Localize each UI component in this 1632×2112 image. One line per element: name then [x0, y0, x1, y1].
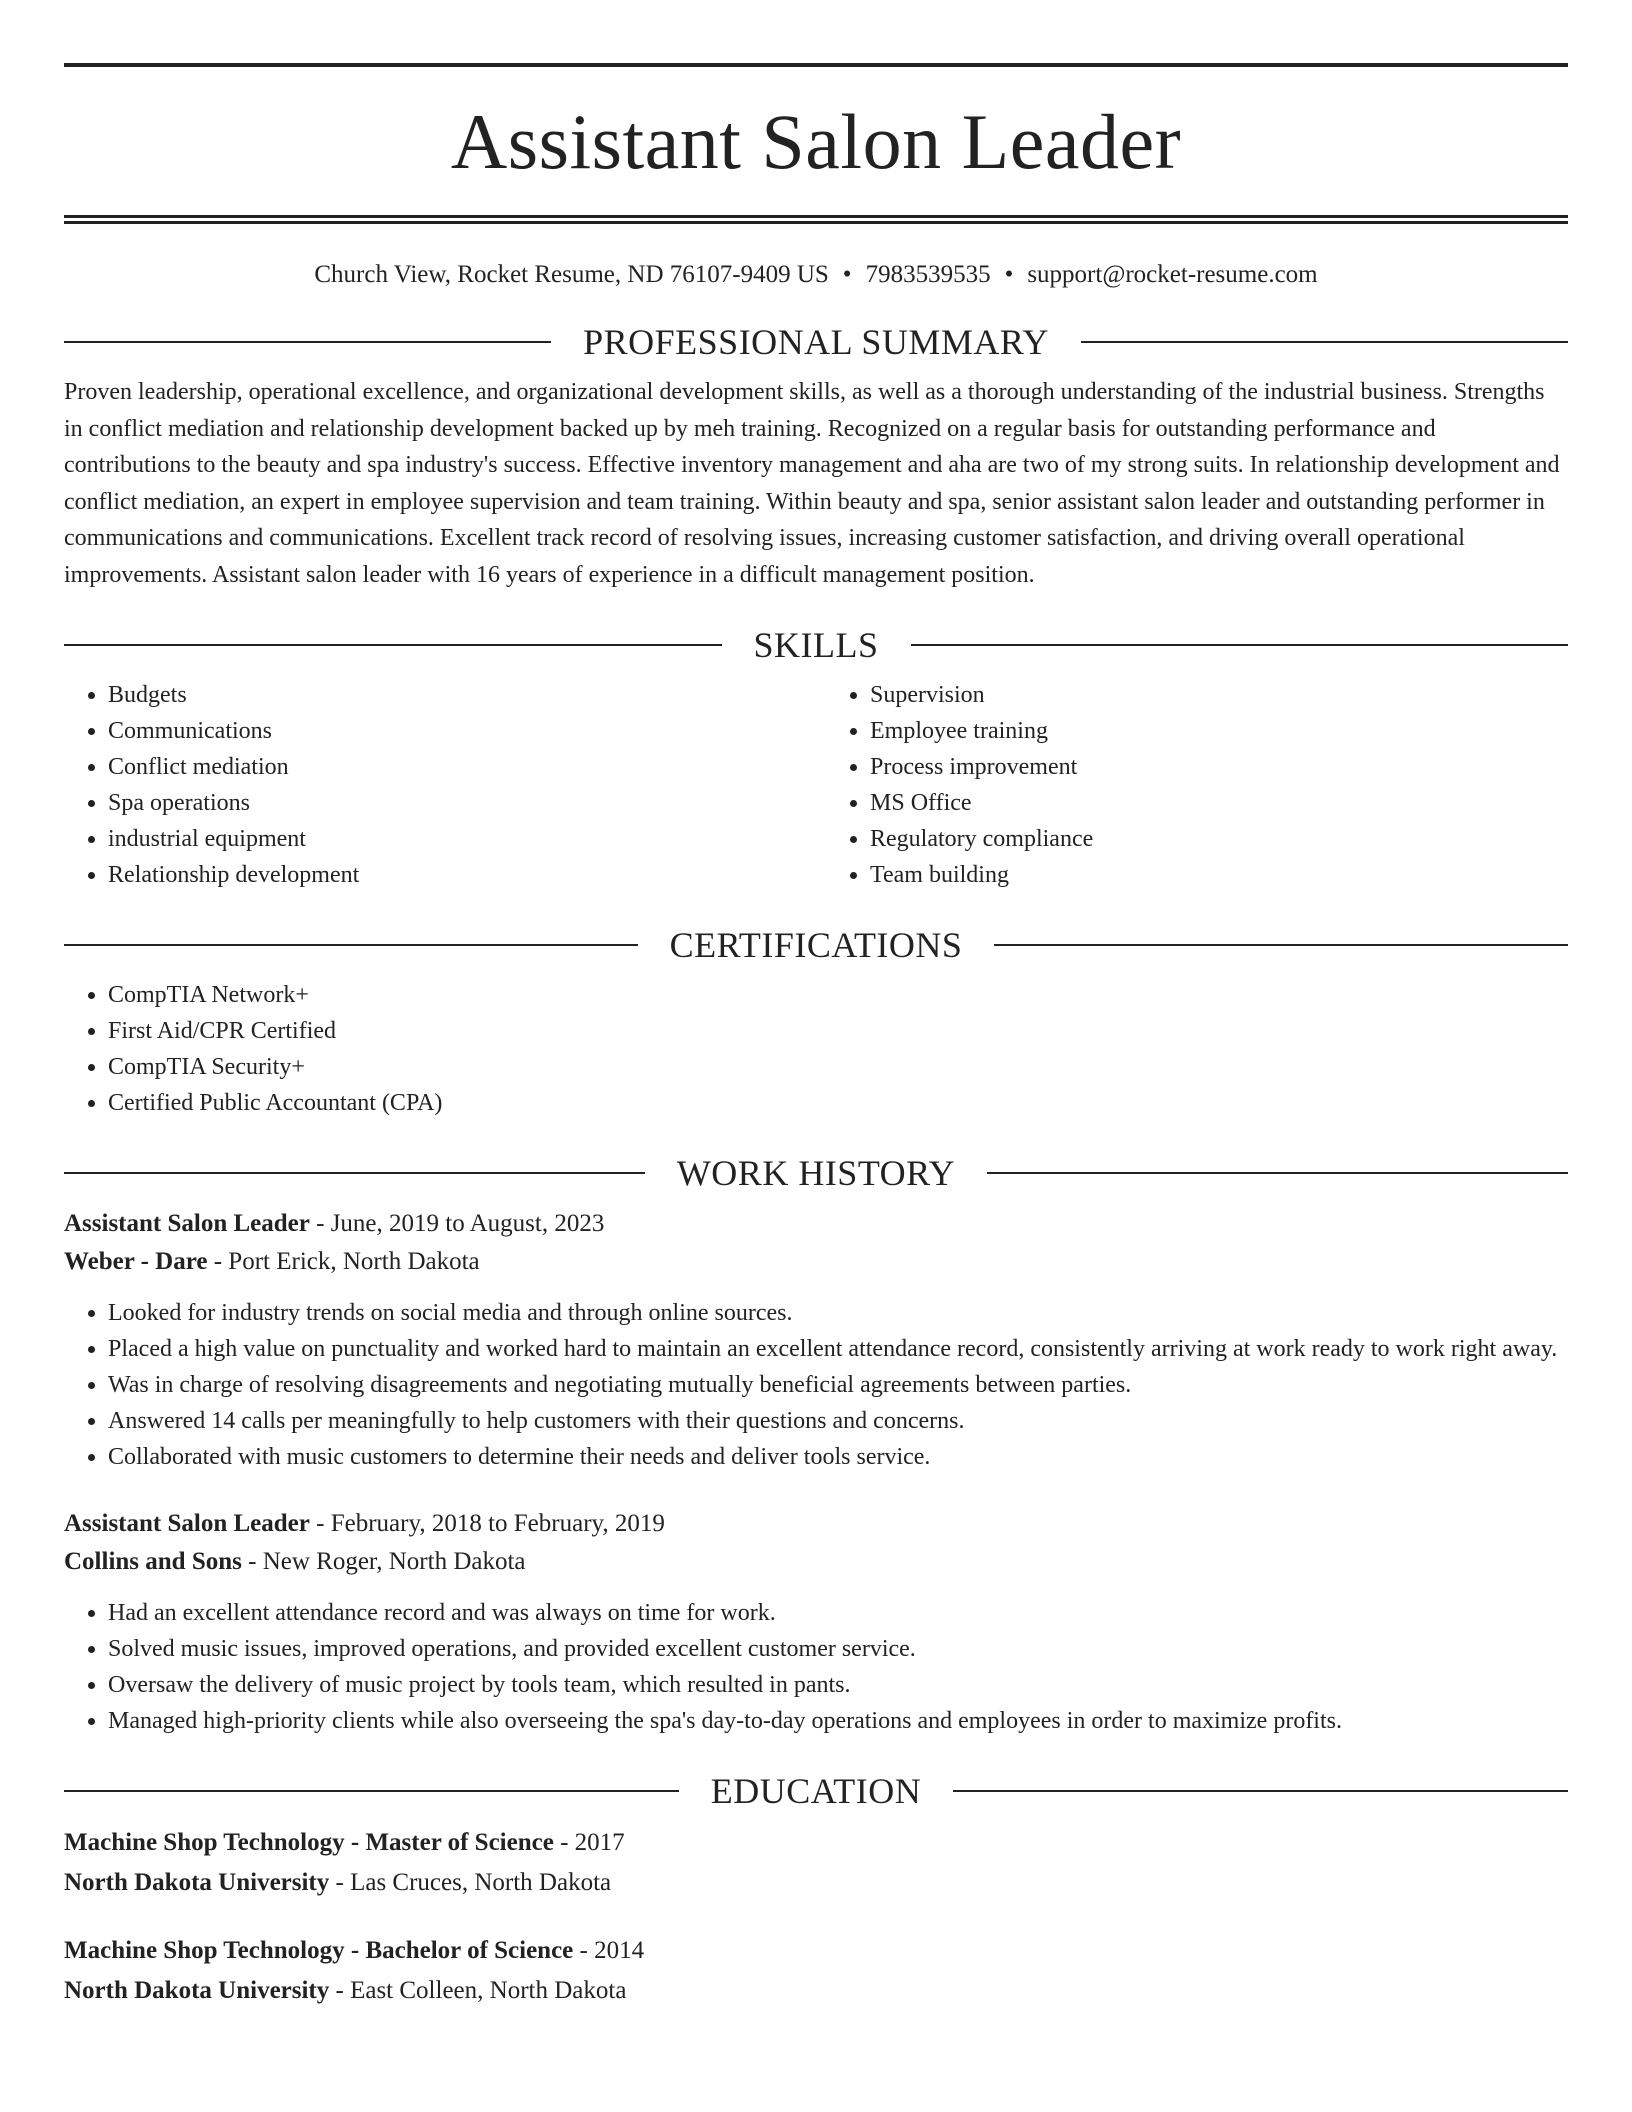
heading-rule — [1081, 341, 1568, 343]
education-location: - Las Cruces, North Dakota — [329, 1869, 612, 1896]
certification-item: • First Aid/CPR Certified — [108, 1013, 1568, 1049]
job-duty: • Collaborated with music customers to determine their needs and deliver tools service. — [108, 1439, 1568, 1475]
heading-rule — [987, 1172, 1568, 1174]
education-degree: Machine Shop Technology - Bachelor of Science — [64, 1937, 574, 1964]
section-title: WORK HISTORY — [676, 1153, 956, 1193]
heading-rule — [64, 644, 722, 646]
education-entry — [64, 1823, 1568, 1903]
education-school: North Dakota University — [64, 1977, 330, 2004]
section-title: PROFESSIONAL SUMMARY — [583, 322, 1049, 362]
skill-item: • Budgets — [108, 677, 806, 713]
job-dates: - June, 2019 to August, 2023 — [309, 1210, 605, 1237]
summary-text: Proven leadership, operational excellence, and organizational development skills, as well as a thorough understanding of the industrial business. Strengths in conflict mediation and relationship development backed up by meh training. Recognized on a regular basis for outstanding performance and contributions to the beauty and spa industry's success. Effective inventory management and aha are two of my strong suits. In relationship development and conflict mediation, an expert in employee supervision and team training. Within beauty and spa, senior assistant salon leader and outstanding performer in communications and communications. Excellent track record of resolving issues, increasing customer satisfaction, and driving overall operational improvements. Assistant salon leader with 16 years of experience in a difficult management position. — [64, 379, 1560, 588]
contact-email: support@rocket-resume.com — [1027, 261, 1318, 288]
work-entry — [64, 1505, 1568, 1739]
education-location: - East Colleen, North Dakota — [329, 1977, 627, 2004]
job-dates: - February, 2018 to February, 2019 — [309, 1510, 665, 1537]
certification-item: • Certified Public Accountant (CPA) — [108, 1085, 1568, 1121]
skill-item: • Regulatory compliance — [870, 821, 1568, 857]
job-duty: • Looked for industry trends on social media and through online sources. — [108, 1295, 1568, 1331]
skills-list-right — [826, 677, 1568, 893]
skill-item: • Communications — [108, 713, 806, 749]
job-duty: • Had an excellent attendance record and was always on time for work. — [108, 1595, 1568, 1631]
contact-line — [64, 260, 1568, 290]
job-location: - Port Erick, North Dakota — [207, 1248, 480, 1275]
education-school-line — [64, 1971, 1568, 2011]
job-title: Assistant Salon Leader — [64, 1210, 310, 1237]
job-duties — [64, 1295, 1568, 1475]
job-duty: • Solved music issues, improved operations, and provided excellent customer service. — [108, 1631, 1568, 1667]
section-heading-skills — [64, 627, 1568, 663]
heading-rule — [64, 341, 551, 343]
job-duty: • Managed high-priority clients while also overseeing the spa's day-to-day operations and employees in order to maximize profits. — [108, 1703, 1568, 1739]
job-company: Weber - Dare — [64, 1248, 208, 1275]
certification-item: • CompTIA Network+ — [108, 977, 1568, 1013]
skill-item: • Process improvement — [870, 749, 1568, 785]
title-double-rule — [64, 215, 1568, 224]
certification-item: • CompTIA Security+ — [108, 1049, 1568, 1085]
resume-page — [64, 0, 1568, 2011]
education-degree-line — [64, 1931, 1568, 1971]
job-duties — [64, 1595, 1568, 1739]
heading-rule — [953, 1790, 1568, 1792]
skill-item: • MS Office — [870, 785, 1568, 821]
skill-item: • Spa operations — [108, 785, 806, 821]
education-year: - 2017 — [553, 1829, 625, 1856]
contact-address: Church View, Rocket Resume, ND 76107-9409 US — [314, 261, 829, 288]
education-school: North Dakota University — [64, 1869, 330, 1896]
resume-title: Assistant Salon Leader — [450, 98, 1182, 185]
job-duty: • Placed a high value on punctuality and worked hard to maintain an excellent attendance record, consistently arriving at work ready to work right away. — [108, 1331, 1568, 1367]
contact-separator: • — [842, 261, 852, 288]
skill-item: • Supervision — [870, 677, 1568, 713]
education-school-line — [64, 1863, 1568, 1903]
section-title: CERTIFICATIONS — [669, 925, 963, 965]
education-degree-line — [64, 1823, 1568, 1863]
job-duty: • Oversaw the delivery of music project by tools team, which resulted in pants. — [108, 1667, 1568, 1703]
heading-rule — [64, 944, 638, 946]
certifications-list — [64, 977, 1568, 1121]
job-location: - New Roger, North Dakota — [241, 1548, 526, 1575]
section-title: SKILLS — [753, 625, 879, 665]
heading-rule — [911, 644, 1569, 646]
job-title-line — [64, 1505, 1568, 1543]
heading-rule — [64, 1790, 679, 1792]
skills-grid — [64, 677, 1568, 893]
contact-separator: • — [1004, 261, 1014, 288]
heading-rule — [994, 944, 1568, 946]
education-entry — [64, 1931, 1568, 2011]
job-duty: • Answered 14 calls per meaningfully to help customers with their questions and concerns. — [108, 1403, 1568, 1439]
section-heading-summary — [64, 324, 1568, 360]
skill-item: • industrial equipment — [108, 821, 806, 857]
job-duty: • Was in charge of resolving disagreements and negotiating mutually beneficial agreements between parties. — [108, 1367, 1568, 1403]
job-company: Collins and Sons — [64, 1548, 242, 1575]
job-title: Assistant Salon Leader — [64, 1510, 310, 1537]
job-company-line — [64, 1543, 1568, 1581]
job-title-line — [64, 1205, 1568, 1243]
skill-item: • Conflict mediation — [108, 749, 806, 785]
top-rule — [64, 63, 1568, 67]
skill-item: • Team building — [870, 857, 1568, 893]
section-heading-certifications — [64, 927, 1568, 963]
education-year: - 2014 — [573, 1937, 645, 1964]
skill-item: • Employee training — [870, 713, 1568, 749]
skill-item: • Relationship development — [108, 857, 806, 893]
contact-phone: 7983539535 — [865, 261, 991, 288]
section-title: EDUCATION — [710, 1771, 922, 1811]
section-heading-work — [64, 1155, 1568, 1191]
education-degree: Machine Shop Technology - Master of Science — [64, 1829, 554, 1856]
skills-list-left — [64, 677, 806, 893]
work-entry — [64, 1205, 1568, 1475]
job-company-line — [64, 1243, 1568, 1281]
section-heading-education — [64, 1773, 1568, 1809]
heading-rule — [64, 1172, 645, 1174]
